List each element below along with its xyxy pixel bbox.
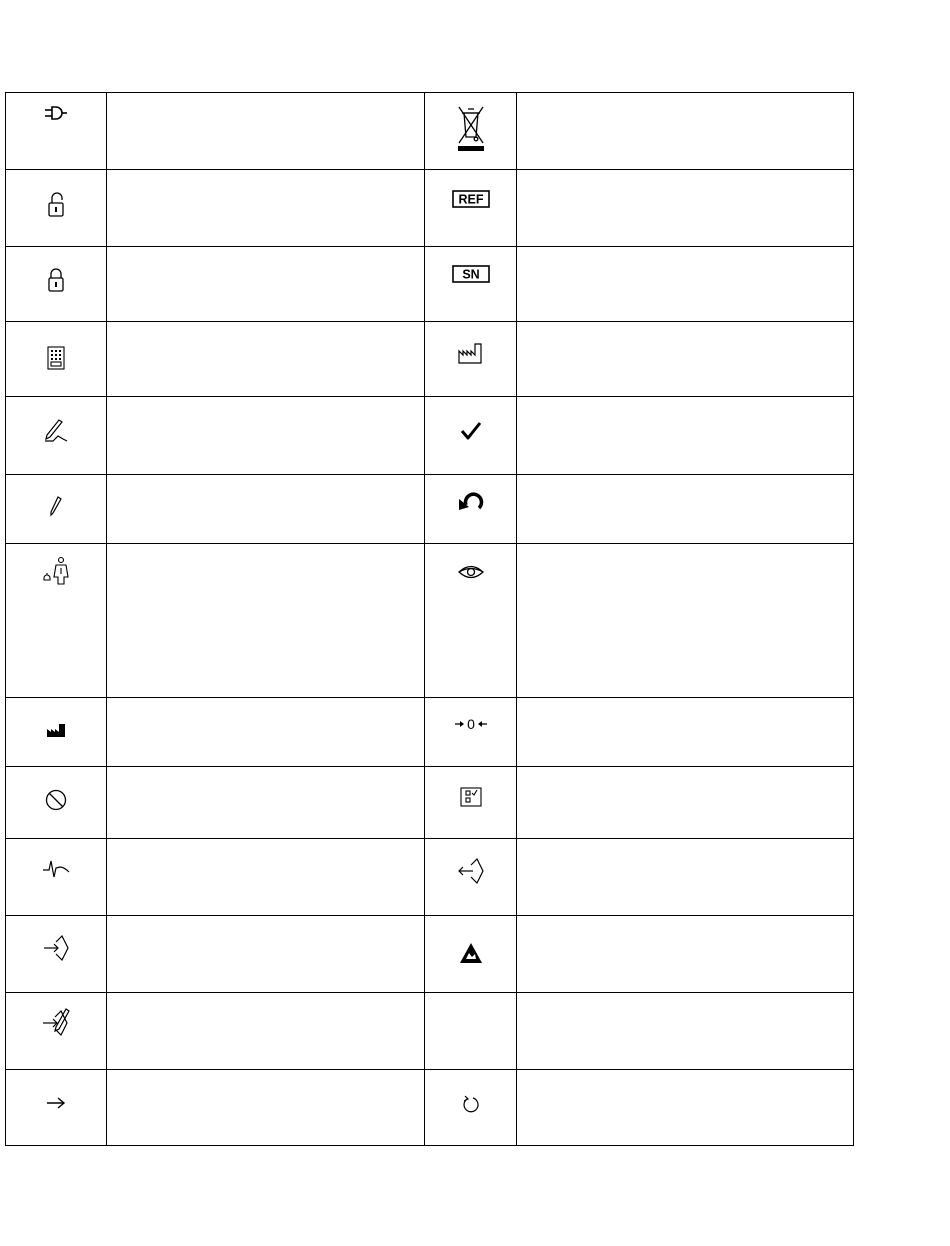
symbol-description: [517, 475, 854, 544]
table-row: [6, 322, 854, 397]
serial-number-icon: [452, 265, 490, 283]
zero-adjust-icon: [454, 716, 488, 732]
symbol-description: [517, 698, 854, 767]
symbol-description: [107, 397, 425, 475]
symbol-description: [517, 839, 854, 916]
output-diamond-icon: [457, 857, 485, 885]
symbol-description: [107, 767, 425, 839]
table-row: [6, 916, 854, 993]
symbol-cell: [425, 767, 517, 839]
table-row: [6, 767, 854, 839]
symbol-cell: [6, 322, 107, 397]
symbol-description: [517, 767, 854, 839]
checkmark-icon: [460, 421, 482, 441]
symbol-table: [5, 92, 854, 1146]
symbol-description: [107, 247, 425, 322]
nurse-call-icon: [41, 556, 71, 586]
keypad-icon: [47, 346, 65, 370]
symbol-cell: [6, 698, 107, 767]
symbol-cell: [6, 1070, 107, 1146]
symbol-cell: [6, 916, 107, 993]
svg-text:REF: REF: [458, 192, 483, 207]
symbol-cell: [425, 170, 517, 247]
checklist-icon: [460, 787, 482, 807]
symbol-cell: [425, 1070, 517, 1146]
eye-icon: [457, 564, 485, 580]
symbol-cell: [425, 698, 517, 767]
esd-warning-icon: [459, 942, 483, 964]
table-row: [6, 93, 854, 170]
table-row: [6, 397, 854, 475]
ecg-waveform-icon: [42, 859, 70, 879]
symbol-description: [517, 544, 854, 698]
symbol-cell: [6, 993, 107, 1070]
symbol-description: [107, 93, 425, 170]
symbol-description: [107, 1070, 425, 1146]
symbol-cell: [425, 544, 517, 698]
symbol-description: [517, 993, 854, 1070]
symbol-cell: [6, 93, 107, 170]
symbol-cell: [425, 839, 517, 916]
table-row: [6, 1070, 854, 1146]
symbol-cell: [6, 397, 107, 475]
table-row: [6, 698, 854, 767]
unlocked-padlock-icon: [47, 192, 65, 218]
refresh-icon: [462, 1094, 480, 1114]
symbol-cell: [6, 170, 107, 247]
symbol-description: [107, 839, 425, 916]
table-row: [6, 475, 854, 544]
undo-arrow-icon: [457, 491, 485, 511]
table-row: [6, 170, 854, 247]
symbol-description: [517, 916, 854, 993]
symbol-cell: [6, 839, 107, 916]
symbol-cell: [6, 767, 107, 839]
svg-text:0: 0: [466, 716, 475, 732]
input-pen-icon: [41, 1007, 71, 1037]
pencil-icon: [49, 495, 63, 517]
symbol-description: [517, 247, 854, 322]
symbol-cell: [6, 475, 107, 544]
prohibited-icon: [45, 789, 67, 811]
table-row: [6, 839, 854, 916]
symbol-description: [517, 397, 854, 475]
ref-catalog-number-icon: [452, 190, 490, 208]
symbol-description: [107, 916, 425, 993]
table-row: [6, 544, 854, 698]
table-row: [6, 993, 854, 1070]
table-row: [6, 247, 854, 322]
svg-text:SN: SN: [461, 267, 480, 282]
signature-pen-icon: [43, 417, 69, 443]
symbol-description: [517, 1070, 854, 1146]
symbol-cell: [425, 322, 517, 397]
power-plug-icon: [43, 105, 69, 121]
symbol-cell: [6, 247, 107, 322]
symbol-description: [107, 475, 425, 544]
manufacturer-icon: [46, 722, 66, 738]
symbol-cell: [425, 93, 517, 170]
symbol-description: [107, 993, 425, 1070]
symbol-cell: [425, 993, 517, 1070]
symbol-description: [107, 170, 425, 247]
symbol-description: [107, 322, 425, 397]
date-of-manufacture-icon: [458, 342, 484, 364]
locked-padlock-icon: [47, 267, 65, 293]
symbol-cell: [425, 475, 517, 544]
symbol-cell: [425, 916, 517, 993]
input-diamond-icon: [42, 934, 70, 962]
symbol-cell: [425, 247, 517, 322]
symbol-description: [107, 544, 425, 698]
right-arrow-icon: [45, 1096, 67, 1110]
symbol-cell: [425, 397, 517, 475]
symbol-description: [517, 322, 854, 397]
symbol-cell: [6, 544, 107, 698]
symbol-description: [107, 698, 425, 767]
symbol-description: [517, 170, 854, 247]
weee-crossed-bin-icon: [456, 103, 486, 153]
symbol-description: [517, 93, 854, 170]
